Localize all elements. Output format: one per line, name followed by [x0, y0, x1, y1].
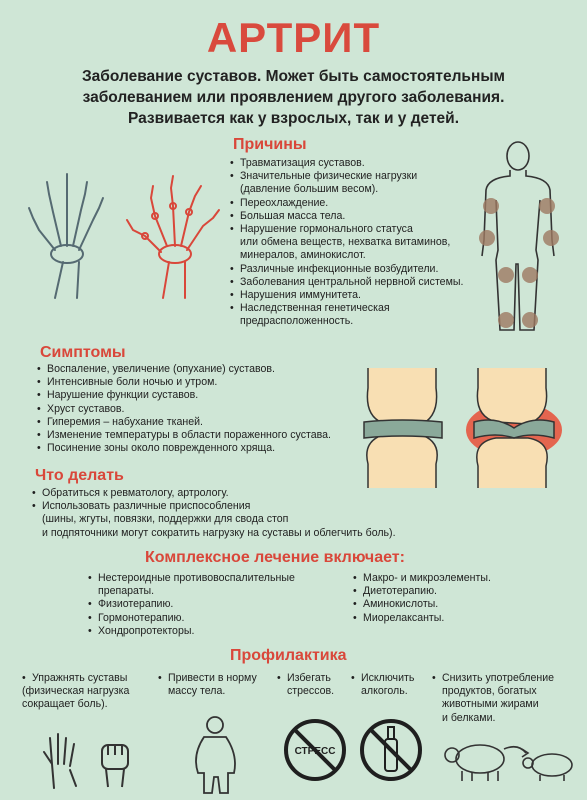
todo-list [32, 487, 432, 540]
list-item: • Нарушение функции суставов. [37, 389, 357, 402]
list-item: • Травматизация суставов. [230, 157, 490, 170]
bullet-icon: • [432, 672, 436, 684]
list-item: (шины, жгуты, повязки, поддержки для свода стоп [42, 513, 289, 526]
list-item: • Гиперемия – набухание тканей. [37, 416, 357, 429]
prevention-item-stress [277, 672, 347, 698]
bullet-icon: • [351, 672, 355, 684]
list-item: • Воспаление, увеличение (опухание) суставов. [37, 363, 357, 376]
list-item: и подпяточники могут сократить нагрузку на суставы и облегчить боль). [42, 526, 396, 539]
list-item: • Интенсивные боли ночью и утром. [37, 376, 357, 389]
knee-joint-icon [364, 368, 442, 488]
prevention-text: массу тела. [168, 685, 226, 698]
list-item: • Переохлаждение. [230, 197, 490, 210]
list-item: • Макро- и микроэлементы. [353, 572, 553, 585]
symptoms-list [37, 363, 357, 455]
list-item: • Физиотерапию. [88, 598, 338, 611]
list-item: • Хруст суставов. [37, 403, 357, 416]
bullet-icon: • [158, 672, 162, 684]
causes-heading: Причины [233, 136, 307, 153]
healthy-hand-skeleton-icon [29, 174, 103, 298]
prevention-item-diet [432, 672, 582, 725]
prevention-item-weight [158, 672, 268, 698]
list-item: • Наследственная генетическая [230, 302, 490, 315]
fist-icon [96, 735, 136, 790]
intro-line: Развивается как у взрослых, так и у детей. [127, 110, 460, 127]
list-item: • Диетотерапию. [353, 585, 553, 598]
body-outline-icon [470, 140, 570, 340]
list-item: предрасположенность. [240, 315, 354, 328]
prevention-text: Снизить употребление [442, 672, 555, 684]
prevention-text: Упражнять суставы [32, 672, 128, 684]
list-item: • Аминокислоты. [353, 598, 553, 611]
list-item: • Изменение температуры в области пораженного сустава. [37, 429, 357, 442]
prevention-text: (физическая нагрузка [22, 685, 130, 698]
treatment-heading: Комплексное лечение включает: [145, 549, 405, 566]
bullet-icon: • [22, 672, 26, 684]
list-item: • Миорелаксанты. [353, 612, 553, 625]
list-item: • Хондропротекторы. [88, 625, 338, 638]
list-item: • Обратиться к ревматологу, артрологу. [32, 487, 432, 500]
hand-skeletons-illustration [25, 150, 225, 300]
list-item: • Заболевания центральной нервной системы. [230, 276, 490, 289]
intro-line: Заболевание суставов. Может быть самостоятельным [81, 68, 506, 85]
prevention-text: животными жирами [442, 698, 539, 711]
page-title: АРТРИТ [206, 14, 381, 61]
todo-heading: Что делать [35, 467, 124, 484]
knee-joint-illustration [356, 368, 566, 488]
knee-joint-icon [466, 368, 562, 488]
intro-text [20, 66, 567, 129]
list-item: • Использовать различные приспособления [32, 500, 432, 513]
treatment-list-left [88, 572, 338, 638]
prevention-text: алкоголь. [361, 685, 408, 698]
list-item: • Большая масса тела. [230, 210, 490, 223]
list-item: • Различные инфекционные возбудители. [230, 263, 490, 276]
prevention-text: Привести в норму [168, 672, 257, 684]
hand-icon [40, 730, 90, 790]
list-item: • Посинение зоны около поврежденного хряща. [37, 442, 357, 455]
no-stress-icon [282, 717, 348, 783]
prevention-text: Исключить [361, 672, 415, 684]
prevention-text: Избегать [287, 672, 331, 684]
arthritic-hand-skeleton-icon [127, 176, 219, 298]
no-alcohol-icon [358, 717, 424, 783]
symptoms-heading: Симптомы [40, 344, 126, 361]
stress-label: СТРЕСС [294, 746, 336, 757]
treatment-list-right [353, 572, 553, 625]
pig-icon [440, 735, 580, 790]
prevention-text: стрессов. [287, 685, 335, 698]
list-item: или обмена веществ, нехватка витаминов, [240, 236, 451, 249]
prevention-item-alcohol [351, 672, 431, 698]
prevention-text: сокращает боль). [22, 698, 108, 711]
list-item: • Нестероидные противовоспалительные [88, 572, 338, 585]
intro-line: заболеванием или проявлением другого заболевания. [82, 89, 505, 106]
prevention-text: и белками. [442, 711, 496, 724]
prevention-heading: Профилактика [230, 647, 347, 664]
list-item: • Гормонотерапию. [88, 612, 338, 625]
prevention-text: продуктов, богатых [442, 685, 537, 698]
list-item: (давление большим весом). [240, 183, 379, 196]
list-item: • Нарушение гормонального статуса [230, 223, 490, 236]
overweight-person-icon [190, 715, 240, 795]
list-item: минералов, аминокислот. [240, 249, 366, 262]
list-item: препараты. [98, 585, 155, 598]
causes-list [230, 157, 490, 329]
prevention-item-exercise [22, 672, 152, 712]
bullet-icon: • [277, 672, 281, 684]
list-item: • Значительные физические нагрузки [230, 170, 490, 183]
list-item: • Нарушения иммунитета. [230, 289, 490, 302]
